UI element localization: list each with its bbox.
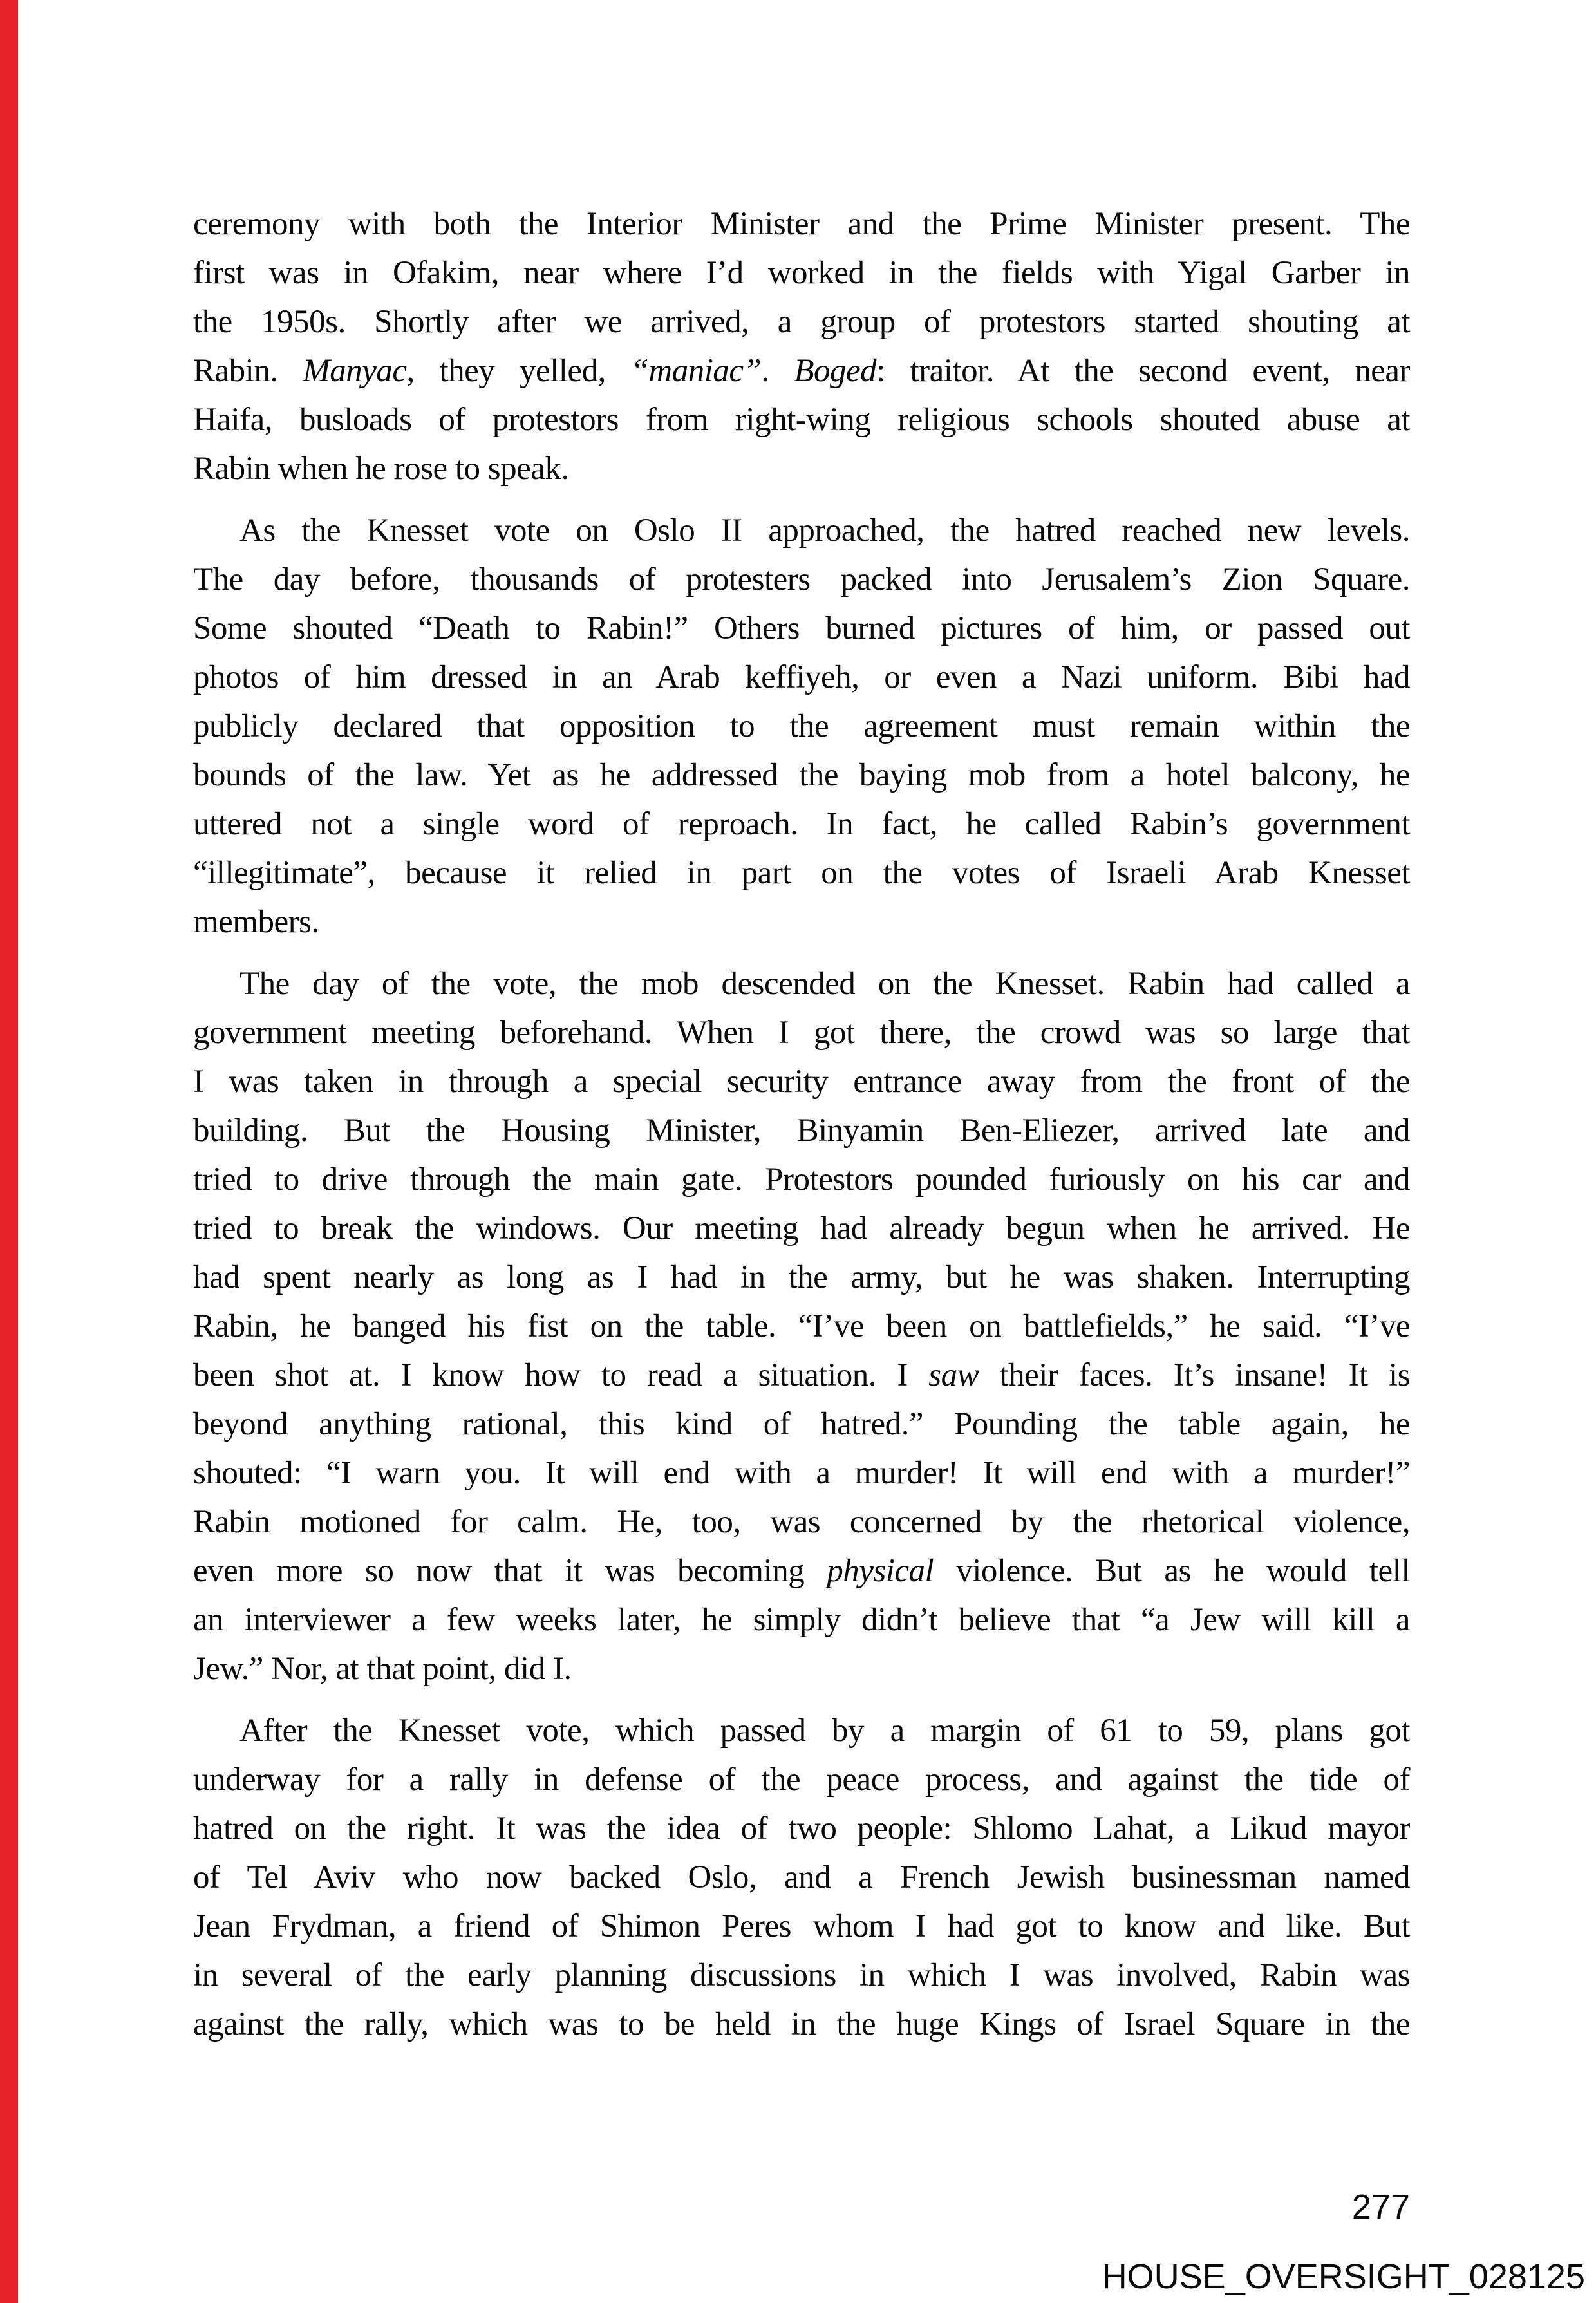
text-line: Rabin, he banged his fist on the table. “I’ve been on battlefields,” he said. “I’ve: [193, 1308, 1410, 1344]
text-line: Some shouted “Death to Rabin!” Others burned pictures of him, or passed out: [193, 610, 1410, 646]
text-line: Rabin. Manyac, they yelled, “maniac”. Boged: traitor. At the second event, near: [193, 353, 1411, 389]
text-line: Haifa, busloads of protestors from right-wing religious schools shouted abuse at: [193, 402, 1410, 438]
text-line: I was taken in through a special security entrance away from the front of the: [193, 1064, 1410, 1100]
text-line: uttered not a single word of reproach. In fact, he called Rabin’s government: [193, 806, 1410, 842]
text-line: hatred on the right. It was the idea of two people: Shlomo Lahat, a Likud mayor: [193, 1810, 1410, 1847]
text-line: After the Knesset vote, which passed by a margin of 61 to 59, plans got: [239, 1713, 1410, 1749]
page-number: 277: [1351, 2188, 1410, 2226]
page-text: [193, 200, 1410, 2049]
text-line: bounds of the law. Yet as he addressed the baying mob from a hotel balcony, he: [193, 757, 1410, 793]
text-line: beyond anything rational, this kind of hatred.” Pounding the table again, he: [193, 1406, 1410, 1442]
text-line: underway for a rally in defense of the peace process, and against the tide of: [193, 1762, 1410, 1798]
text-line: the 1950s. Shortly after we arrived, a group of protestors started shouting at: [193, 304, 1410, 340]
paragraph: [193, 200, 1410, 493]
text-line: even more so now that it was becoming physical violence. But as he would tell: [193, 1553, 1410, 1589]
paragraph: [193, 1706, 1410, 2049]
text-line: tried to break the windows. Our meeting had already begun when he arrived. He: [193, 1210, 1410, 1246]
text-line: an interviewer a few weeks later, he simply didn’t believe that “a Jew will kill a: [193, 1602, 1410, 1638]
text-line: Jew.” Nor, at that point, did I.: [193, 1651, 572, 1687]
text-line: government meeting beforehand. When I got there, the crowd was so large that: [193, 1015, 1410, 1051]
text-line: The day before, thousands of protesters packed into Jerusalem’s Zion Square.: [193, 561, 1410, 597]
left-edge-red-stripe: [0, 0, 18, 2303]
text-line: tried to drive through the main gate. Protestors pounded furiously on his car and: [193, 1161, 1410, 1198]
text-line: been shot at. I know how to read a situation. I saw their faces. It’s insane! It is: [193, 1357, 1411, 1393]
text-line: Rabin motioned for calm. He, too, was concerned by the rhetorical violence,: [193, 1504, 1410, 1540]
text-line: building. But the Housing Minister, Binyamin Ben-Eliezer, arrived late and: [193, 1113, 1410, 1149]
text-line: of Tel Aviv who now backed Oslo, and a French Jewish businessman named: [193, 1859, 1410, 1895]
text-line: had spent nearly as long as I had in the army, but he was shaken. Interrupting: [193, 1259, 1410, 1295]
text-line: publicly declared that opposition to the agreement must remain within the: [193, 708, 1410, 744]
text-line: photos of him dressed in an Arab keffiyeh, or even a Nazi uniform. Bibi had: [193, 659, 1410, 695]
text-line: first was in Ofakim, near where I’d worked in the fields with Yigal Garber in: [193, 255, 1410, 291]
bates-number: HOUSE_OVERSIGHT_028125: [1102, 2257, 1585, 2296]
paragraph: [193, 506, 1410, 946]
text-line: in several of the early planning discussions in which I was involved, Rabin was: [193, 1957, 1410, 1993]
text-line: against the rally, which was to be held in the huge Kings of Israel Square in the: [193, 2006, 1410, 2042]
text-line: The day of the vote, the mob descended on the Knesset. Rabin had called a: [239, 966, 1410, 1002]
text-line: As the Knesset vote on Oslo II approached, the hatred reached new levels.: [239, 512, 1410, 549]
text-line: Rabin when he rose to speak.: [193, 451, 569, 487]
text-line: members.: [193, 904, 319, 940]
text-line: shouted: “I warn you. It will end with a murder! It will end with a murder!”: [193, 1455, 1410, 1491]
text-line: “illegitimate”, because it relied in part on the votes of Israeli Arab Knesset: [193, 855, 1410, 891]
paragraph: [193, 959, 1410, 1693]
text-line: ceremony with both the Interior Minister and the Prime Minister present. The: [193, 206, 1410, 242]
text-line: Jean Frydman, a friend of Shimon Peres whom I had got to know and like. But: [193, 1908, 1410, 1944]
